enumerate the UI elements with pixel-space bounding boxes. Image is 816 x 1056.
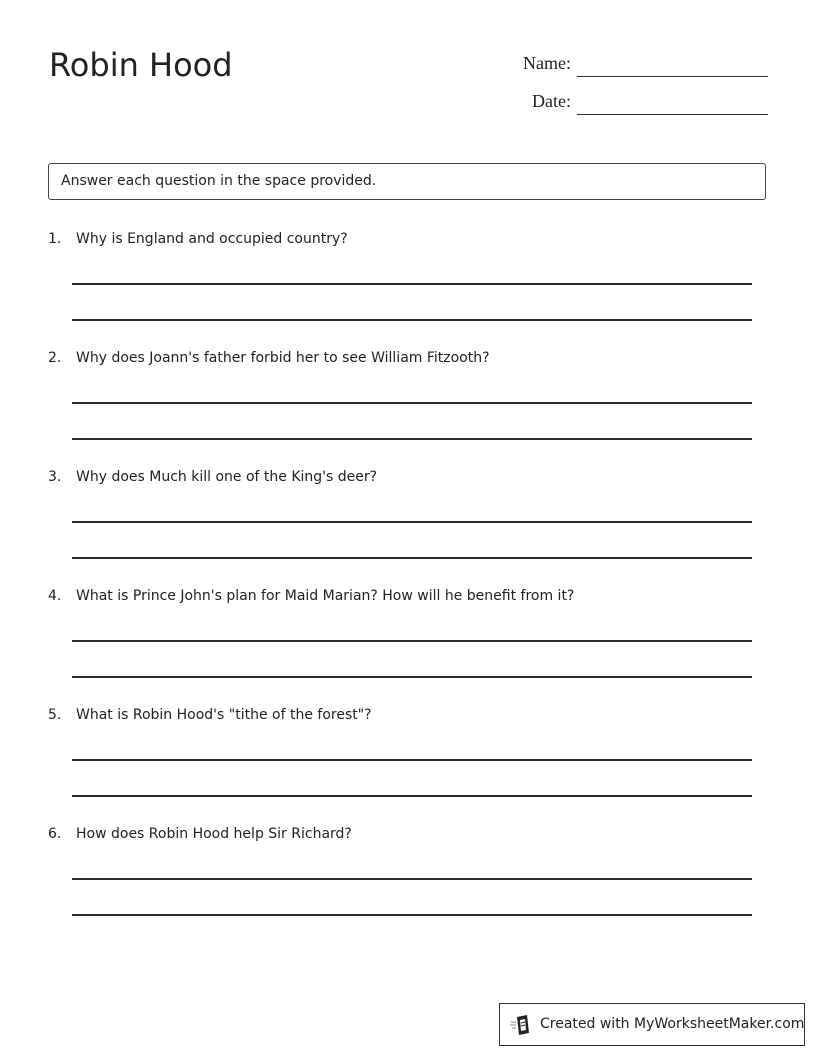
question-number: 2. [48, 350, 62, 366]
answer-line[interactable] [72, 878, 752, 880]
footer-badge[interactable] [499, 1003, 805, 1046]
answer-line[interactable] [72, 283, 752, 285]
question-text: How does Robin Hood help Sir Richard? [76, 826, 352, 842]
date-line[interactable] [577, 114, 768, 115]
answer-line[interactable] [72, 914, 752, 916]
question-text: Why does Joann's father forbid her to see William Fitzooth? [76, 350, 490, 366]
answer-line[interactable] [72, 795, 752, 797]
question-number: 3. [48, 469, 62, 485]
answer-line[interactable] [72, 676, 752, 678]
answer-line[interactable] [72, 319, 752, 321]
answer-line[interactable] [72, 759, 752, 761]
question-text: Why does Much kill one of the King's deer? [76, 469, 378, 485]
answer-line[interactable] [72, 521, 752, 523]
answer-line[interactable] [72, 557, 752, 559]
answer-line[interactable] [72, 640, 752, 642]
question-number: 4. [48, 588, 62, 604]
footer-credit-text: Created with MyWorksheetMaker.com [540, 1016, 805, 1032]
name-label: Name: [523, 53, 571, 73]
date-label: Date: [532, 91, 571, 111]
answer-line[interactable] [72, 438, 752, 440]
question-text: Why is England and occupied country? [76, 231, 348, 247]
worksheet-title: Robin Hood [49, 46, 233, 84]
name-line[interactable] [577, 76, 768, 77]
question-number: 6. [48, 826, 62, 842]
question-number: 5. [48, 707, 62, 723]
question-number: 1. [48, 231, 62, 247]
question-text: What is Prince John's plan for Maid Marian? How will he benefit from it? [76, 588, 575, 604]
answer-line[interactable] [72, 402, 752, 404]
question-text: What is Robin Hood's "tithe of the forest"? [76, 707, 372, 723]
instructions-box [48, 163, 766, 200]
instructions-text: Answer each question in the space provided. [61, 173, 377, 189]
worksheet-maker-logo-icon [510, 1014, 532, 1036]
